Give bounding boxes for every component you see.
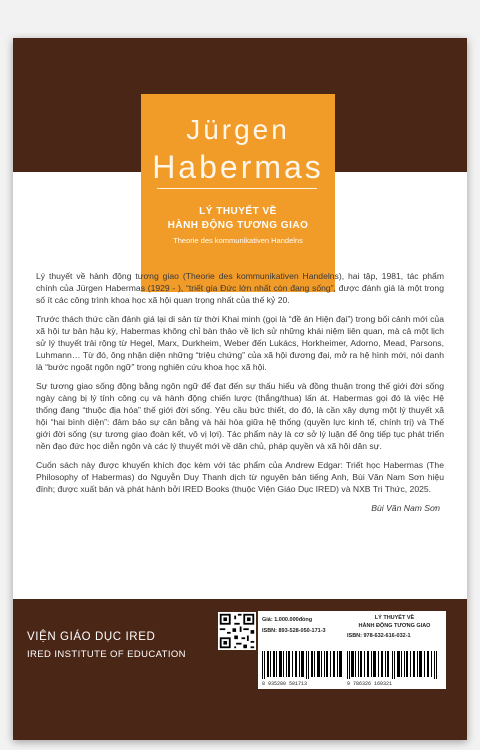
barcode-icon	[347, 651, 439, 679]
barcode-digits-right: 9 786326 160321	[347, 681, 393, 687]
blurb-paragraph-3: Sự tương giao sống động bằng ngôn ngữ để đạt đến sự thấu hiểu và đồng thuận trong thế giới đời sống ngày càng bị lý tính công cụ và hành động chiến lược (thắng/thua) lấn át. Habermas gọi đó là việc Hệ thống đang “thuộc địa hóa” thế giới đời sống. Yêu cầu bức thiết, do đó, là cần xây dựng một lý thuyết xã hội “hai bình diện”: đảm bảo sự cân bằng và hài hòa giữa hệ thống (quyền lực kinh tế, chính trị) và Thế giới đời sống (sự tương giao đoàn kết, vô vị lợi). Tác phẩm này là cơ sở lý luận để ông tiếp tục phát triển nền đạo đức học diễn ngôn và các lý thuyết mới về dân chủ, pháp quyền và xã hội dân sự.	[36, 381, 444, 451]
author-first-name: Jürgen	[186, 114, 290, 145]
book-back-cover	[13, 38, 467, 740]
book-title-line2: HÀNH ĐỘNG TƯƠNG GIAO	[167, 220, 309, 231]
book-title-line1: LÝ THUYẾT VỀ	[199, 206, 277, 217]
blurb-text	[36, 270, 444, 514]
barcode-icon	[262, 651, 352, 679]
author-last-name: Habermas	[152, 149, 324, 185]
isbn-number-left: ISBN: 893-528-050-171-3	[262, 628, 326, 634]
blurb-paragraph-1: Lý thuyết về hành động tương giao (Theorie des kommunikativen Handelns), hai tập, 1981, tác phẩm chính của Jürgen Habermas (1929 - ), “triết gia Đức lớn nhất còn đang sống”, được đánh giá là một trong số ít các công trình khoa học xã hội quan trọng nhất của thế kỷ 20.	[36, 271, 444, 305]
original-title: Theorie des kommunikativen Handelns	[173, 236, 303, 245]
blurb-paragraph-2: Trước thách thức cần đánh giá lại di sản từ thời Khai minh (gọi là “đề án Hiện đại”) trong bối cảnh mới của xã hội tư bản hậu kỳ, Habermas không chỉ bàn thảo về lịch sử những khái niệm liên quan, mà cả một lịch sử lý thuyết trải rộng từ Hegel, Marx, Durkheim, Weber đến Lukács, Horkheimer, Adorno, Mead, Parsons, Luhmann… Từ đó, ông nhận diện những “triệu chứng” của xã hội đương đại, mở ra hệ hình mới, nói danh là “bước ngoặt ngôn ngữ” trong nghiên cứu khoa học xã hội.	[36, 314, 444, 372]
label-title-line2: HÀNH ĐỘNG TƯƠNG GIAO	[358, 623, 431, 629]
signature: Bùi Văn Nam Sơn	[371, 503, 440, 513]
price-label: Giá: 1.000.000đồng	[262, 617, 313, 623]
isbn-label-right	[343, 611, 446, 689]
label-title-line1: LÝ THUYẾT VỀ	[374, 615, 415, 621]
title-box	[141, 94, 335, 292]
title-divider	[157, 188, 317, 189]
publisher-name-en: IRED INSTITUTE OF EDUCATION	[27, 649, 186, 660]
barcode-digits-left: 8 935280 501713	[262, 681, 308, 687]
publisher-name-vn: VIỆN GIÁO DỤC IRED	[27, 631, 156, 643]
blurb-paragraph-4: Cuốn sách này được khuyến khích đọc kèm với tác phẩm của Andrew Edgar: Triết học Habermas (The Philosophy of Habermas) do Nguyễn Duy Thanh dịch từ nguyên bản tiếng Anh, Bùi Văn Nam Sơn hiệu đính; được xuất bản và phát hành bởi IRED Books (thuộc Viện Giáo Dục IRED) và NXB Tri Thức, 2025.	[36, 460, 444, 494]
qr-code-icon	[218, 612, 256, 650]
isbn-number-right: ISBN: 978-632-616-032-1	[347, 633, 411, 639]
